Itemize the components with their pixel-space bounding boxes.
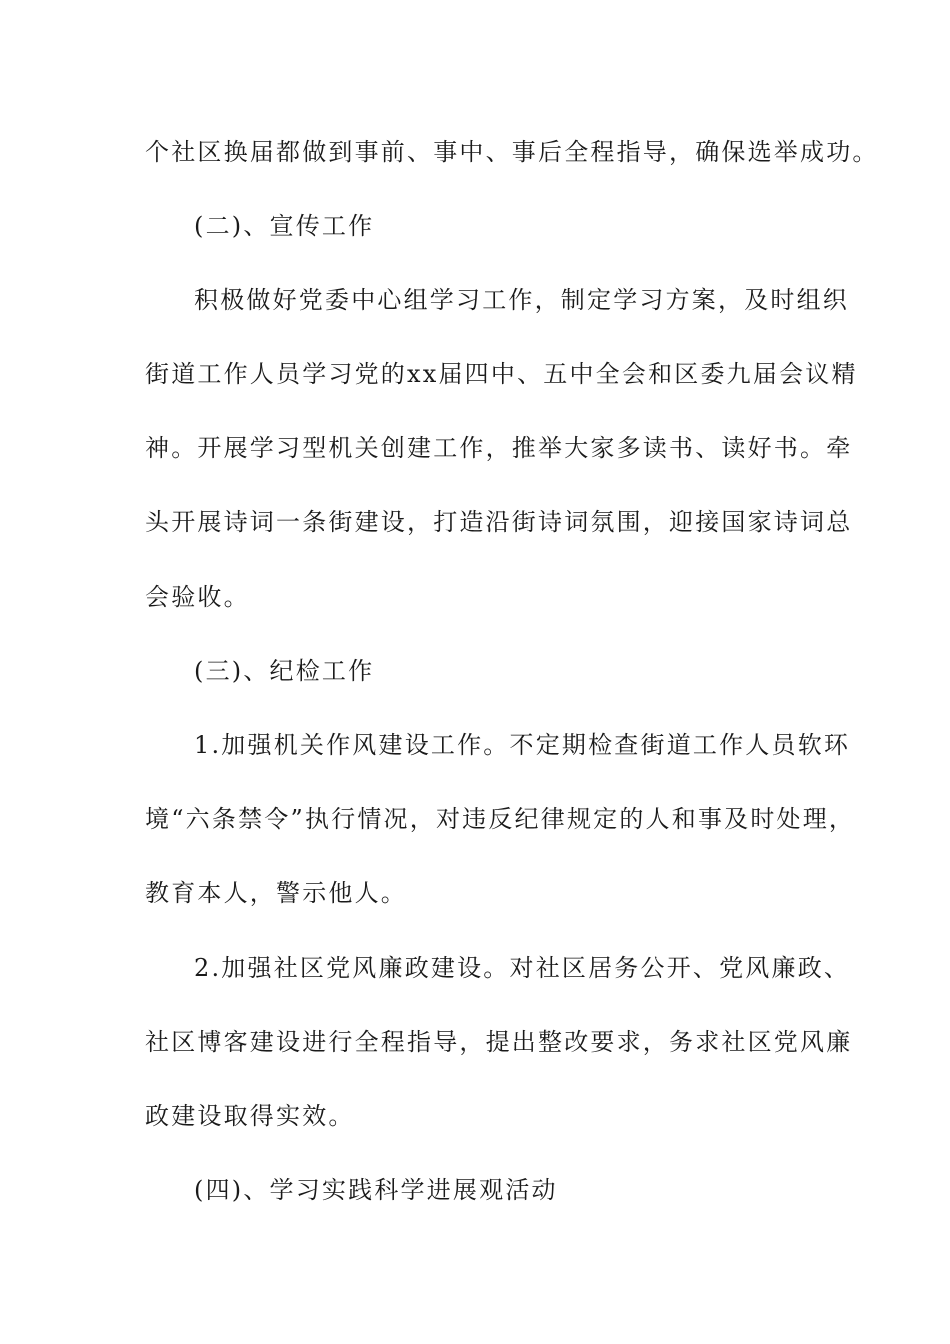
body-text-line: 积极做好党委中心组学习工作，制定学习方案，及时组织 bbox=[194, 286, 849, 314]
body-text-line: 教育本人，警示他人。 bbox=[145, 879, 407, 907]
body-text-line: 街道工作人员学习党的xx届四中、五中全会和区委九届会议精 bbox=[145, 360, 858, 388]
section-heading-study-practice: (四)、学习实践科学进展观活动 bbox=[194, 1176, 558, 1204]
body-text-line: 神。开展学习型机关创建工作，推举大家多读书、读好书。牵 bbox=[145, 434, 853, 462]
body-text-line: 2.加强社区党风廉政建设。对社区居务公开、党风廉政、 bbox=[194, 954, 851, 982]
section-heading-publicity: (二)、宣传工作 bbox=[194, 212, 375, 240]
body-text-line: 境“六条禁令”执行情况，对违反纪律规定的人和事及时处理， bbox=[145, 805, 856, 833]
body-text-line: 1.加强机关作风建设工作。不定期检查街道工作人员软环 bbox=[194, 731, 851, 759]
body-text-line: 个社区换届都做到事前、事中、事后全程指导，确保选举成功。 bbox=[145, 138, 879, 166]
body-text-line: 会验收。 bbox=[145, 583, 250, 611]
section-heading-discipline: (三)、纪检工作 bbox=[194, 657, 375, 685]
body-text-line: 政建设取得实效。 bbox=[145, 1102, 355, 1130]
body-text-line: 头开展诗词一条街建设，打造沿街诗词氛围，迎接国家诗词总 bbox=[145, 508, 853, 536]
body-text-line: 社区博客建设进行全程指导，提出整改要求，务求社区党风廉 bbox=[145, 1028, 853, 1056]
